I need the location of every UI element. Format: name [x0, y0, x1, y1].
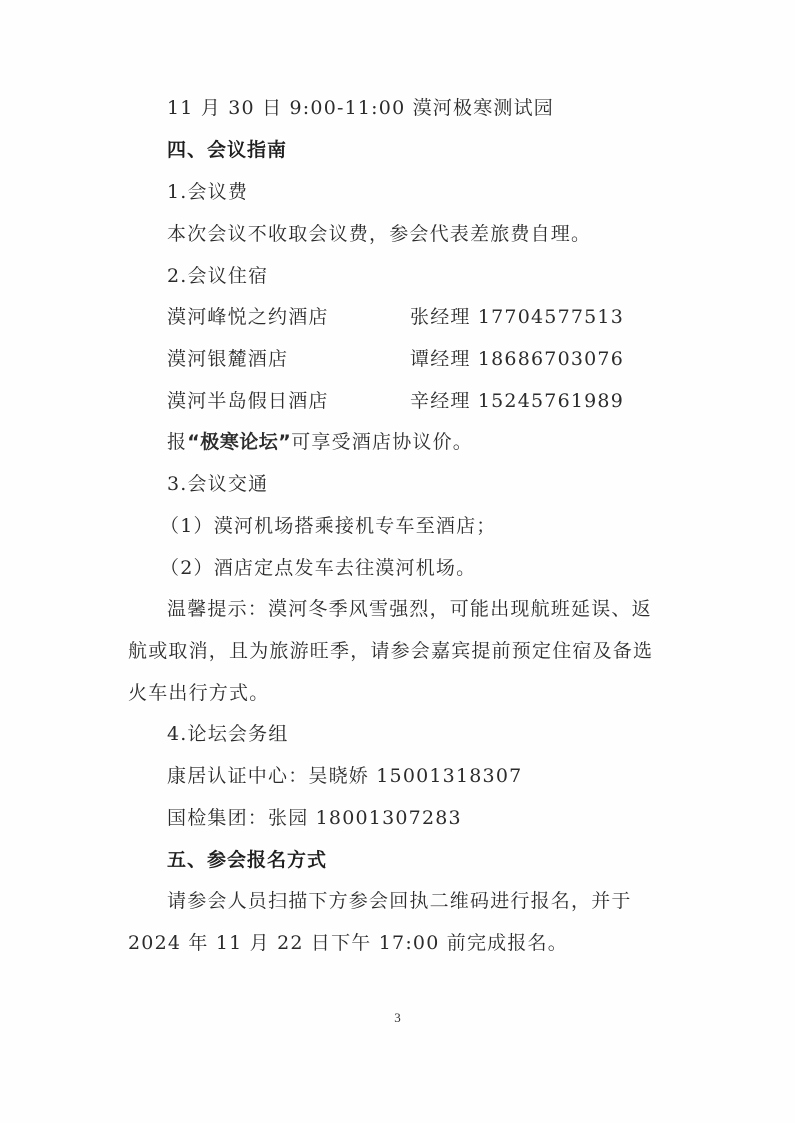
- lodging-note-suffix: 可享受酒店协议价。: [291, 431, 473, 453]
- staff-title: 4.论坛会务组: [167, 723, 289, 745]
- tip-line: 航或取消，且为旅游旺季，请参会嘉宾提前预定住宿及备选: [128, 640, 654, 662]
- section4-heading: 四、会议指南: [167, 139, 288, 161]
- lodging-title: 2.会议住宿: [167, 265, 269, 287]
- hotel-contact: 张经理 17704577513: [410, 306, 625, 328]
- hotel-name: 漠河银麓酒店: [167, 348, 289, 370]
- hotel-contact: 谭经理 18686703076: [410, 348, 625, 370]
- hotel-row: [167, 305, 625, 329]
- transport-title: 3.会议交通: [167, 473, 269, 495]
- lodging-note: [167, 430, 473, 454]
- lodging-note-prefix: 报: [167, 431, 188, 453]
- hotel-name: 漠河半岛假日酒店: [167, 390, 329, 412]
- staff-contact: 康居认证中心：吴晓娇 15001318307: [167, 765, 523, 787]
- schedule-line: 11 月 30 日 9:00-11:00 漠河极寒测试园: [167, 97, 554, 119]
- staff-contact: 国检集团：张园 18001307283: [167, 807, 462, 829]
- fee-title: 1.会议费: [167, 181, 249, 203]
- hotel-row: [167, 347, 625, 371]
- tip-line: 火车出行方式。: [128, 682, 270, 704]
- registration-line: 请参会人员扫描下方参会回执二维码进行报名，并于: [167, 890, 632, 912]
- section5-heading: 五、参会报名方式: [167, 849, 328, 871]
- fee-text: 本次会议不收取会议费，参会代表差旅费自理。: [167, 223, 592, 245]
- tip-line: 温馨提示：漠河冬季风雪强烈，可能出现航班延误、返: [167, 598, 652, 620]
- registration-line: 2024 年 11 月 22 日下午 17:00 前完成报名。: [128, 932, 568, 954]
- lodging-note-keyword: “极寒论坛”: [187, 431, 292, 453]
- page-number: 3: [394, 1010, 401, 1025]
- transport-item: （2）酒店定点发车去往漠河机场。: [160, 557, 477, 579]
- hotel-row: [167, 389, 625, 413]
- hotel-name: 漠河峰悦之约酒店: [167, 306, 329, 328]
- hotel-contact: 辛经理 15245761989: [410, 390, 625, 412]
- transport-item: （1）漠河机场搭乘接机专车至酒店；: [160, 515, 497, 537]
